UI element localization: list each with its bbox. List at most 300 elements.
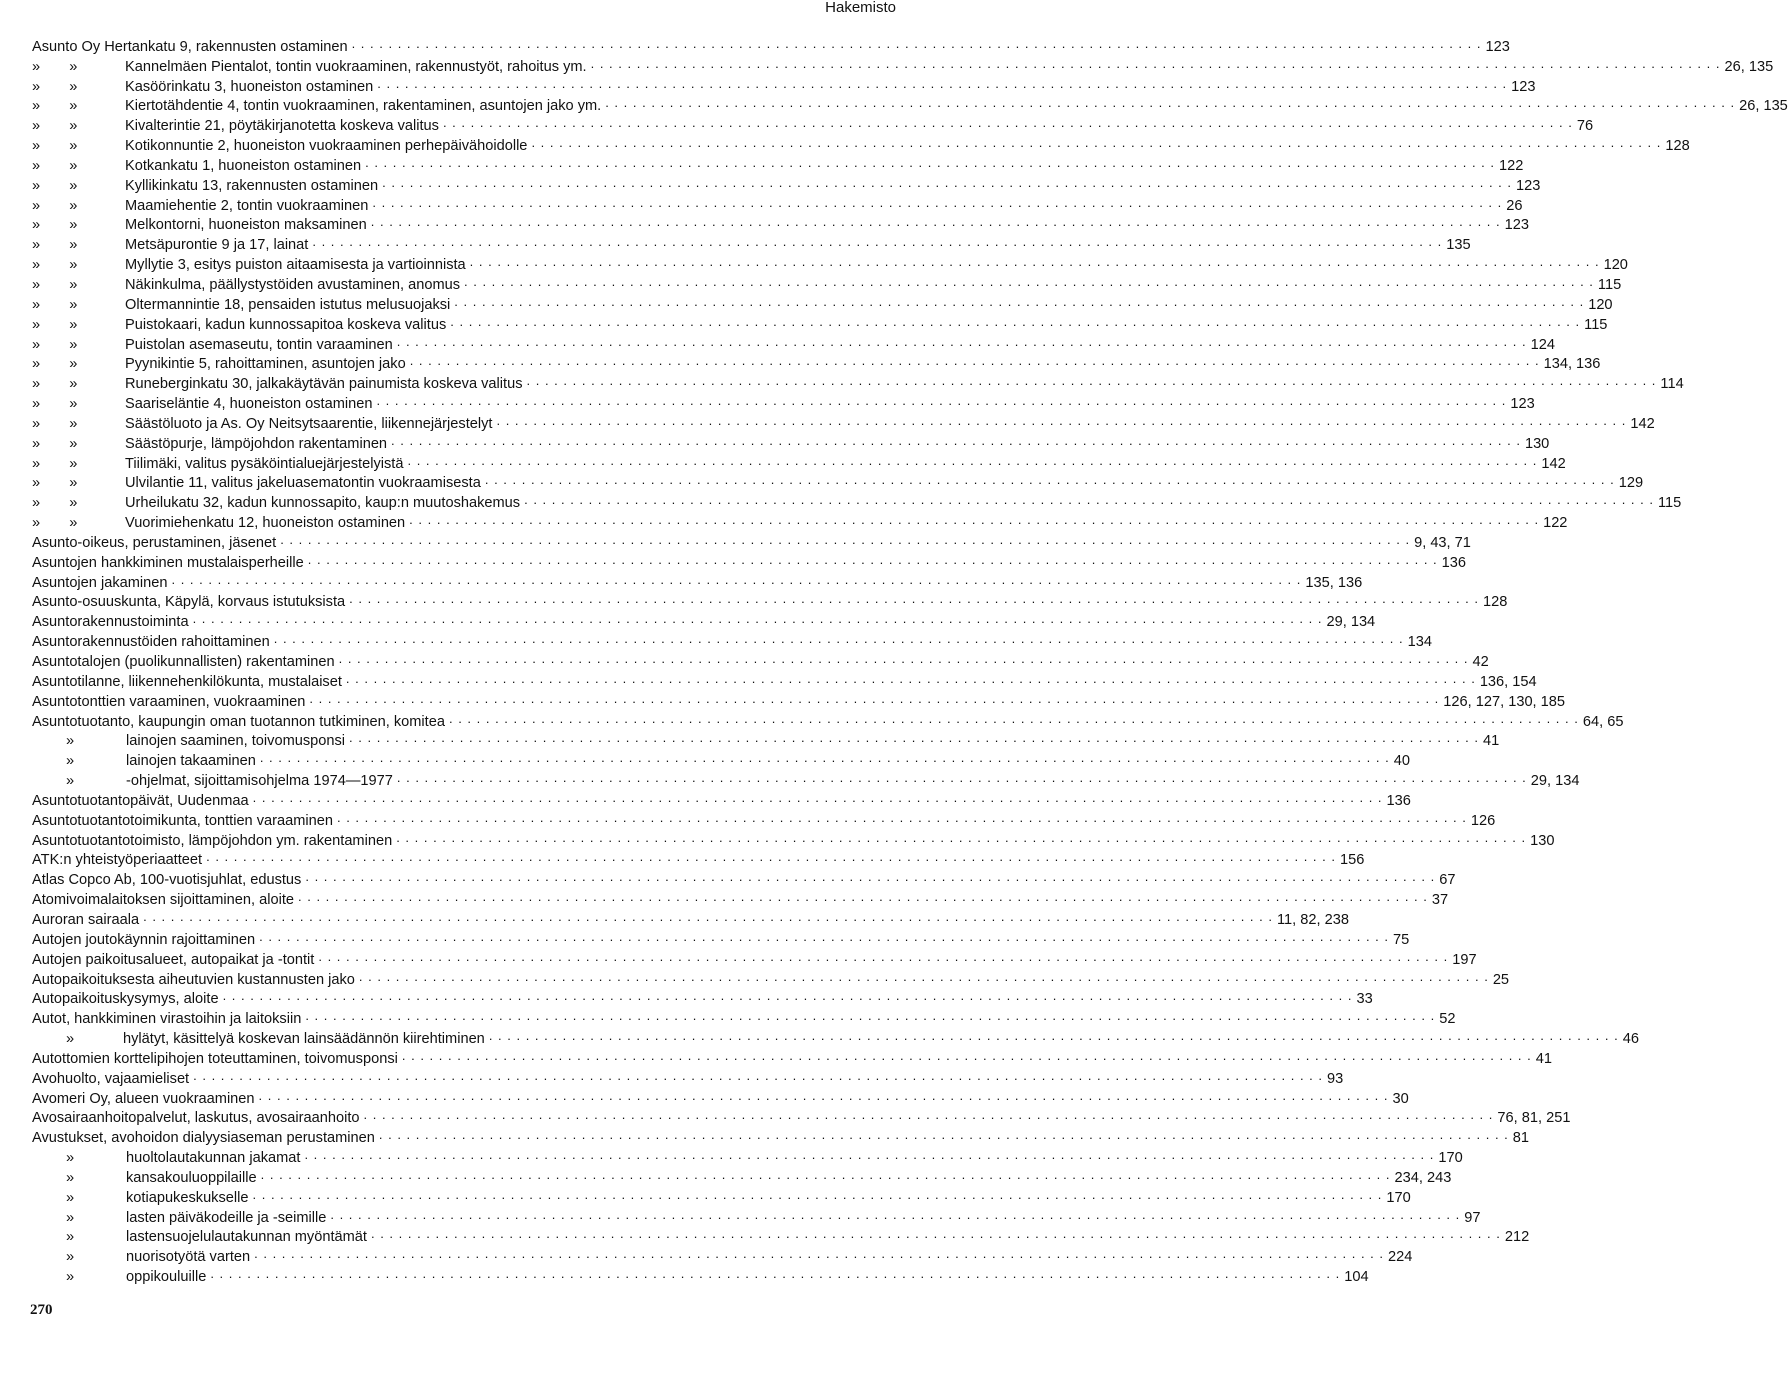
dot-leader — [489, 1028, 1619, 1044]
entry-text: Asuntotilanne, liikennehenkilökunta, mustalaiset — [32, 673, 342, 690]
entry-text: Asuntorakennustöiden rahoittaminen — [32, 634, 270, 651]
dot-leader — [454, 294, 1584, 310]
index-entry — [32, 650, 1489, 670]
index-entry — [32, 1226, 1530, 1246]
dot-leader — [308, 552, 1438, 568]
index-entry — [32, 1166, 1452, 1186]
dot-leader — [379, 1127, 1509, 1143]
entry-label — [32, 1249, 250, 1265]
entry-text: Pyynikintie 5, rahoittaminen, asuntojen jako — [125, 356, 406, 373]
entry-pages: 81 — [1512, 1130, 1530, 1147]
entry-text: Atlas Copco Ab, 100-vuotisjuhlat, edustus — [32, 872, 302, 889]
entry-text: Asuntorakennustoiminta — [32, 614, 189, 631]
entry-pages: 114 — [1660, 376, 1684, 393]
entry-pages: 129 — [1618, 475, 1644, 492]
entry-pages: 97 — [1464, 1209, 1481, 1226]
entry-label — [32, 495, 520, 511]
entry-pages: 41 — [1482, 733, 1500, 750]
index-entry — [32, 670, 1537, 690]
entry-pages: 41 — [1535, 1050, 1553, 1067]
entry-text: Asuntotuotantotoimisto, lämpöjohdon ym. rakentaminen — [32, 832, 393, 849]
index-entry — [32, 1245, 1413, 1266]
dot-leader — [376, 393, 1506, 409]
entry-pages: 123 — [1485, 38, 1510, 55]
ditto-mark: » » — [32, 396, 78, 413]
dot-leader — [193, 611, 1323, 627]
entry-pages: 11, 82, 238 — [1277, 911, 1349, 928]
index-entry — [32, 809, 1496, 829]
index-entry — [32, 95, 1788, 115]
index-entry — [32, 630, 1432, 651]
ditto-mark: » » — [32, 78, 78, 95]
entry-text: Näkinkulma, päällystystöiden avustaminen, anomus — [125, 276, 461, 293]
entry-text: lainojen saaminen, toivomusponsi — [126, 733, 346, 750]
entry-text: Kyllikinkatu 13, rakennusten ostaminen — [125, 177, 379, 194]
dot-leader — [407, 453, 1537, 469]
entry-pages: 115 — [1658, 495, 1682, 512]
entry-text: Autottomien korttelipihojen toteuttaminen, toivomusponsi — [32, 1050, 398, 1067]
dot-leader — [450, 314, 1580, 330]
entry-label — [32, 1071, 189, 1087]
entry-label — [32, 1091, 255, 1107]
dot-leader — [259, 929, 1389, 945]
index-entry — [32, 1067, 1344, 1087]
dot-leader — [364, 1107, 1494, 1123]
entry-text: nuorisotyötä varten — [126, 1249, 251, 1266]
entry-pages: 224 — [1388, 1249, 1413, 1266]
entry-text: kansakouluoppilaille — [126, 1169, 257, 1186]
index-entry — [32, 769, 1580, 790]
entry-label — [32, 158, 361, 174]
dot-leader — [349, 591, 1479, 607]
entry-label — [32, 833, 392, 849]
index-entry — [32, 293, 1613, 313]
entry-pages: 9, 43, 71 — [1414, 534, 1471, 551]
index-entry — [32, 551, 1467, 571]
entry-text: Asunto-oikeus, perustaminen, jäsenet — [32, 534, 277, 551]
ditto-mark: » » — [32, 316, 78, 333]
entry-label — [32, 773, 393, 789]
index-entry — [32, 372, 1684, 393]
ditto-mark: » » — [32, 237, 78, 254]
entry-text: huoltolautakunnan jakamat — [126, 1150, 301, 1167]
index-entry — [32, 392, 1535, 413]
dot-leader — [591, 56, 1721, 72]
ditto-mark: » — [66, 733, 75, 750]
entry-label — [32, 1130, 375, 1146]
entry-text: Asuntotuotanto, kaupungin oman tuotannon tutkiminen, komitea — [32, 713, 445, 730]
index-entry — [32, 1265, 1369, 1286]
dot-leader — [443, 115, 1573, 131]
entry-text: lasten päiväkodeille ja -seimille — [126, 1209, 327, 1226]
entry-label — [32, 1110, 360, 1126]
ditto-mark: » » — [32, 336, 78, 353]
ditto-mark: » » — [32, 475, 78, 492]
entry-pages: 123 — [1516, 177, 1541, 194]
dot-leader — [206, 849, 1336, 865]
entry-pages: 135 — [1446, 237, 1471, 254]
entry-text: Metsäpurontie 9 ja 17, lainat — [125, 237, 309, 254]
entry-pages: 142 — [1541, 455, 1566, 472]
index-entry — [32, 888, 1449, 909]
dot-leader — [371, 1226, 1501, 1242]
dot-leader — [143, 909, 1273, 925]
entry-pages: 115 — [1584, 316, 1608, 333]
entry-text: Melkontorni, huoneiston maksaminen — [125, 217, 367, 234]
index-entry — [32, 491, 1682, 512]
entry-label — [32, 317, 446, 333]
index-entry — [32, 194, 1523, 214]
entry-label — [32, 198, 368, 214]
dot-leader — [372, 195, 1502, 211]
ditto-mark: » — [66, 1031, 75, 1048]
dot-leader — [359, 969, 1489, 985]
entry-label — [32, 932, 255, 948]
entry-pages: 120 — [1603, 257, 1628, 274]
dot-leader — [193, 1068, 1323, 1084]
entry-pages: 135, 136 — [1305, 574, 1363, 591]
index-entry — [32, 908, 1349, 928]
entry-label — [32, 1210, 326, 1226]
dot-leader — [485, 472, 1615, 488]
entry-text: Tiilimäki, valitus pysäköintialuejärjestelyistä — [125, 455, 404, 472]
entry-pages: 128 — [1483, 594, 1508, 611]
entry-pages: 123 — [1511, 78, 1536, 95]
entry-pages: 26, 135 — [1739, 98, 1788, 115]
ditto-mark: » » — [32, 217, 78, 234]
entry-pages: 134, 136 — [1543, 356, 1601, 373]
dot-leader — [312, 234, 1442, 250]
entry-label — [32, 297, 450, 313]
entry-text: -ohjelmat, sijoittamisohjelma 1974—1977 — [126, 773, 393, 790]
dot-leader — [259, 1088, 1389, 1104]
entry-text: Atomivoimalaitoksen sijoittaminen, aloite — [32, 892, 294, 909]
entry-pages: 25 — [1492, 971, 1510, 988]
entry-text: Saariseläntie 4, huoneiston ostaminen — [125, 396, 373, 413]
entry-text: Asuntotalojen (puolikunnallisten) rakentaminen — [32, 654, 335, 670]
index-entry — [32, 75, 1536, 95]
entry-label — [32, 79, 373, 95]
section-header: Hakemisto — [825, 0, 896, 16]
entry-label — [32, 991, 219, 1007]
entry-label — [32, 1170, 257, 1186]
dot-leader — [305, 869, 1435, 885]
ditto-mark: » » — [32, 157, 78, 174]
entry-text: Autopaikoituskysymys, aloite — [32, 991, 219, 1008]
ditto-mark: » — [66, 1150, 75, 1167]
index-entry — [32, 730, 1500, 750]
entry-pages: 156 — [1340, 852, 1365, 869]
entry-text: Kotikonnuntie 2, huoneiston vuokraaminen perhepäivähoidolle — [125, 138, 528, 155]
entry-label — [32, 39, 348, 55]
ditto-mark: » » — [32, 257, 78, 274]
entry-label — [32, 1150, 300, 1166]
entry-text: ATK:n yhteistyöperiaatteet — [32, 852, 203, 869]
ditto-mark: » » — [32, 197, 78, 214]
entry-text: oppikouluille — [126, 1269, 207, 1286]
index-entry — [32, 233, 1471, 254]
ditto-mark: » — [66, 1229, 75, 1246]
entry-pages: 136 — [1441, 554, 1467, 571]
entry-text: Puistolan asemaseutu, tontin varaaminen — [125, 336, 393, 353]
entry-pages: 29, 134 — [1530, 773, 1580, 790]
index-entry — [32, 412, 1655, 432]
ditto-mark: » — [66, 1189, 75, 1206]
index-entry — [32, 1007, 1456, 1028]
ditto-mark: » » — [32, 376, 78, 393]
dot-leader — [397, 770, 1527, 786]
dot-leader — [496, 413, 1626, 429]
index-entry — [32, 571, 1363, 591]
index-entry — [32, 134, 1690, 155]
ditto-mark: » » — [32, 515, 78, 532]
dot-leader — [318, 949, 1448, 965]
entry-pages: 170 — [1386, 1189, 1411, 1206]
dot-leader — [605, 95, 1735, 111]
index-entry — [32, 273, 1622, 293]
index-entry — [32, 214, 1530, 234]
dot-leader — [337, 810, 1467, 826]
index-entry — [32, 333, 1555, 353]
entry-pages: 29, 134 — [1326, 614, 1376, 631]
entry-label — [32, 753, 256, 769]
entry-label — [32, 1229, 367, 1245]
entry-label — [32, 1190, 249, 1206]
entry-pages: 37 — [1431, 892, 1449, 909]
entry-pages: 67 — [1439, 872, 1456, 889]
entry-pages: 93 — [1327, 1070, 1344, 1087]
index-entry — [32, 1027, 1639, 1048]
entry-pages: 130 — [1530, 832, 1555, 849]
entry-text: Oltermannintie 18, pensaiden istutus melusuojaksi — [125, 296, 451, 313]
entry-text: Autot, hankkiminen virastoihin ja laitoksiin — [32, 1011, 302, 1028]
dot-leader — [371, 214, 1501, 230]
entry-label — [32, 515, 405, 531]
ditto-mark: » — [66, 1209, 75, 1226]
dot-leader — [298, 889, 1428, 905]
entry-label — [32, 376, 523, 392]
entry-label — [32, 217, 367, 233]
entry-label — [32, 674, 342, 690]
entry-label — [32, 337, 393, 353]
ditto-mark: » — [66, 1269, 75, 1286]
entry-label — [32, 1031, 485, 1047]
entry-label — [32, 396, 372, 412]
dot-leader — [377, 76, 1507, 92]
entry-text: Puistokaari, kadun kunnossapitoa koskeva valitus — [125, 316, 447, 333]
index-entry — [32, 313, 1608, 333]
entry-pages: 64, 65 — [1582, 713, 1624, 730]
index-entry — [32, 55, 1774, 75]
index-entry — [32, 253, 1628, 274]
index-entry — [32, 868, 1456, 889]
entry-label — [32, 575, 167, 591]
index-list — [32, 35, 1788, 1286]
dot-leader — [171, 572, 1301, 588]
dot-leader — [253, 1187, 1383, 1203]
entry-label — [32, 257, 466, 273]
index-entry — [32, 710, 1624, 730]
entry-text: Avosairaanhoitopalvelut, laskutus, avosairaanhoito — [32, 1110, 360, 1127]
entry-pages: 142 — [1630, 415, 1655, 432]
entry-label — [32, 456, 403, 472]
entry-text: Maamiehentie 2, tontin vuokraaminen — [125, 197, 369, 214]
entry-label — [32, 714, 445, 730]
dot-leader — [391, 433, 1521, 449]
dot-leader — [402, 1048, 1532, 1064]
entry-pages: 170 — [1438, 1150, 1463, 1167]
entry-label — [32, 733, 345, 749]
dot-leader — [449, 711, 1579, 727]
index-entry — [32, 1107, 1571, 1127]
index-entry — [32, 789, 1411, 809]
entry-pages: 123 — [1504, 217, 1530, 234]
entry-text: Asuntojen jakaminen — [32, 574, 168, 591]
ditto-mark: » — [66, 1249, 75, 1266]
entry-text: Kotkankatu 1, huoneiston ostaminen — [125, 157, 362, 174]
ditto-mark: » — [66, 753, 75, 770]
entry-pages: 26 — [1506, 197, 1523, 214]
ditto-mark: » » — [32, 118, 78, 135]
entry-text: Ulvilantie 11, valitus jakeluasematontin vuokraamisesta — [125, 475, 481, 492]
entry-label — [32, 634, 270, 650]
entry-text: hylätyt, käsittelyä koskevan lainsäädännön kiirehtiminen — [123, 1031, 485, 1048]
dot-leader — [274, 631, 1404, 647]
entry-pages: 234, 243 — [1394, 1169, 1452, 1186]
dot-leader — [309, 691, 1439, 707]
index-entry — [32, 610, 1376, 631]
entry-text: Asuntotuotantotoimikunta, tonttien varaaminen — [32, 812, 333, 829]
entry-pages: 75 — [1393, 931, 1410, 948]
index-entry — [32, 591, 1508, 611]
entry-pages: 122 — [1499, 157, 1524, 174]
entry-label — [32, 952, 314, 968]
ditto-mark: » » — [32, 177, 78, 194]
entry-pages: 76 — [1576, 118, 1594, 135]
dot-leader — [260, 750, 1390, 766]
ditto-mark: » » — [32, 356, 78, 373]
entry-label — [32, 852, 202, 868]
entry-pages: 33 — [1356, 991, 1373, 1008]
dot-leader — [396, 830, 1526, 846]
index-entry — [32, 1126, 1530, 1147]
ditto-mark: » » — [32, 435, 78, 452]
entry-text: lastensuojelulautakunnan myöntämät — [126, 1229, 367, 1246]
entry-text: kotiapukeskukselle — [126, 1189, 249, 1206]
index-entry — [32, 1047, 1553, 1067]
index-entry — [32, 432, 1550, 452]
index-entry — [32, 353, 1601, 373]
dot-leader — [305, 1008, 1435, 1024]
index-entry — [32, 1206, 1481, 1226]
dot-leader — [304, 1147, 1434, 1163]
index-entry — [32, 511, 1568, 532]
entry-pages: 123 — [1510, 396, 1535, 413]
entry-label — [32, 237, 308, 253]
entry-label — [32, 694, 305, 710]
ditto-mark: » » — [32, 276, 78, 293]
index-entry — [32, 749, 1410, 770]
index-entry — [32, 174, 1541, 194]
entry-text: Asuntojen hankkiminen mustalaisperheille — [32, 554, 304, 571]
entry-label — [32, 178, 378, 194]
dot-leader — [253, 790, 1383, 806]
entry-label — [32, 555, 304, 571]
dot-leader — [397, 334, 1527, 350]
index-entry — [32, 1087, 1409, 1107]
entry-label — [32, 118, 439, 134]
entry-text: Asuntotuotantopäivät, Uudenmaa — [32, 792, 249, 809]
index-entry — [32, 154, 1524, 174]
index-entry — [32, 690, 1566, 710]
dot-leader — [470, 254, 1600, 270]
entry-label — [32, 535, 276, 551]
entry-label — [32, 475, 481, 491]
ditto-mark: » » — [32, 296, 78, 313]
entry-pages: 52 — [1439, 1011, 1456, 1028]
dot-leader — [527, 373, 1657, 389]
entry-text: Auroran sairaala — [32, 911, 140, 928]
dot-leader — [349, 730, 1479, 746]
entry-text: Kasöörinkatu 3, huoneiston ostaminen — [125, 78, 374, 95]
ditto-mark: » » — [32, 455, 78, 472]
entry-label — [32, 59, 587, 75]
index-entry — [32, 35, 1510, 55]
index-entry — [32, 988, 1373, 1008]
dot-leader — [382, 175, 1512, 191]
entry-pages: 130 — [1524, 435, 1550, 452]
index-entry — [32, 849, 1365, 869]
entry-text: Runeberginkatu 30, jalkakäytävän painumista koskeva valitus — [125, 376, 523, 393]
entry-label — [32, 1269, 206, 1285]
entry-text: Myllytie 3, esitys puiston aitaamisesta ja vartioinnista — [125, 257, 466, 274]
dot-leader — [254, 1246, 1384, 1262]
dot-leader — [365, 155, 1495, 171]
index-entry — [32, 928, 1410, 948]
entry-text: Vuorimiehenkatu 12, huoneiston ostaminen — [125, 515, 406, 532]
entry-pages: 26, 135 — [1724, 58, 1774, 75]
dot-leader — [410, 353, 1540, 369]
dot-leader — [352, 36, 1482, 52]
entry-label — [32, 892, 294, 908]
entry-pages: 136, 154 — [1479, 673, 1537, 690]
page-number: 270 — [30, 1302, 53, 1318]
ditto-mark: » » — [32, 58, 78, 75]
entry-text: Kiertotähdentie 4, tontin vuokraaminen, rakentaminen, asuntojen jako ym. — [125, 98, 602, 115]
entry-text: Asunto Oy Hertankatu 9, rakennusten ostaminen — [32, 38, 348, 55]
ditto-mark: » » — [32, 98, 78, 115]
entry-text: Avustukset, avohoidon dialyysiaseman perustaminen — [32, 1130, 375, 1147]
index-entry — [32, 472, 1644, 492]
dot-leader — [261, 1167, 1391, 1183]
entry-text: lainojen takaaminen — [126, 753, 256, 770]
ditto-mark: » » — [32, 415, 78, 432]
dot-leader — [524, 492, 1654, 508]
entry-text: Urheilukatu 32, kadun kunnossapito, kaup:n muutoshakemus — [125, 495, 521, 512]
entry-label — [32, 912, 139, 928]
index-entry — [32, 531, 1471, 551]
index-entry — [32, 114, 1594, 135]
entry-label — [32, 793, 249, 809]
entry-label — [32, 138, 527, 154]
ditto-mark: » — [66, 1169, 75, 1186]
entry-pages: 104 — [1344, 1269, 1369, 1286]
ditto-mark: » » — [32, 495, 78, 512]
entry-text: Avohuolto, vajaamieliset — [32, 1070, 190, 1087]
entry-pages: 126 — [1470, 812, 1496, 829]
entry-label — [32, 436, 387, 452]
entry-label — [32, 1051, 398, 1067]
